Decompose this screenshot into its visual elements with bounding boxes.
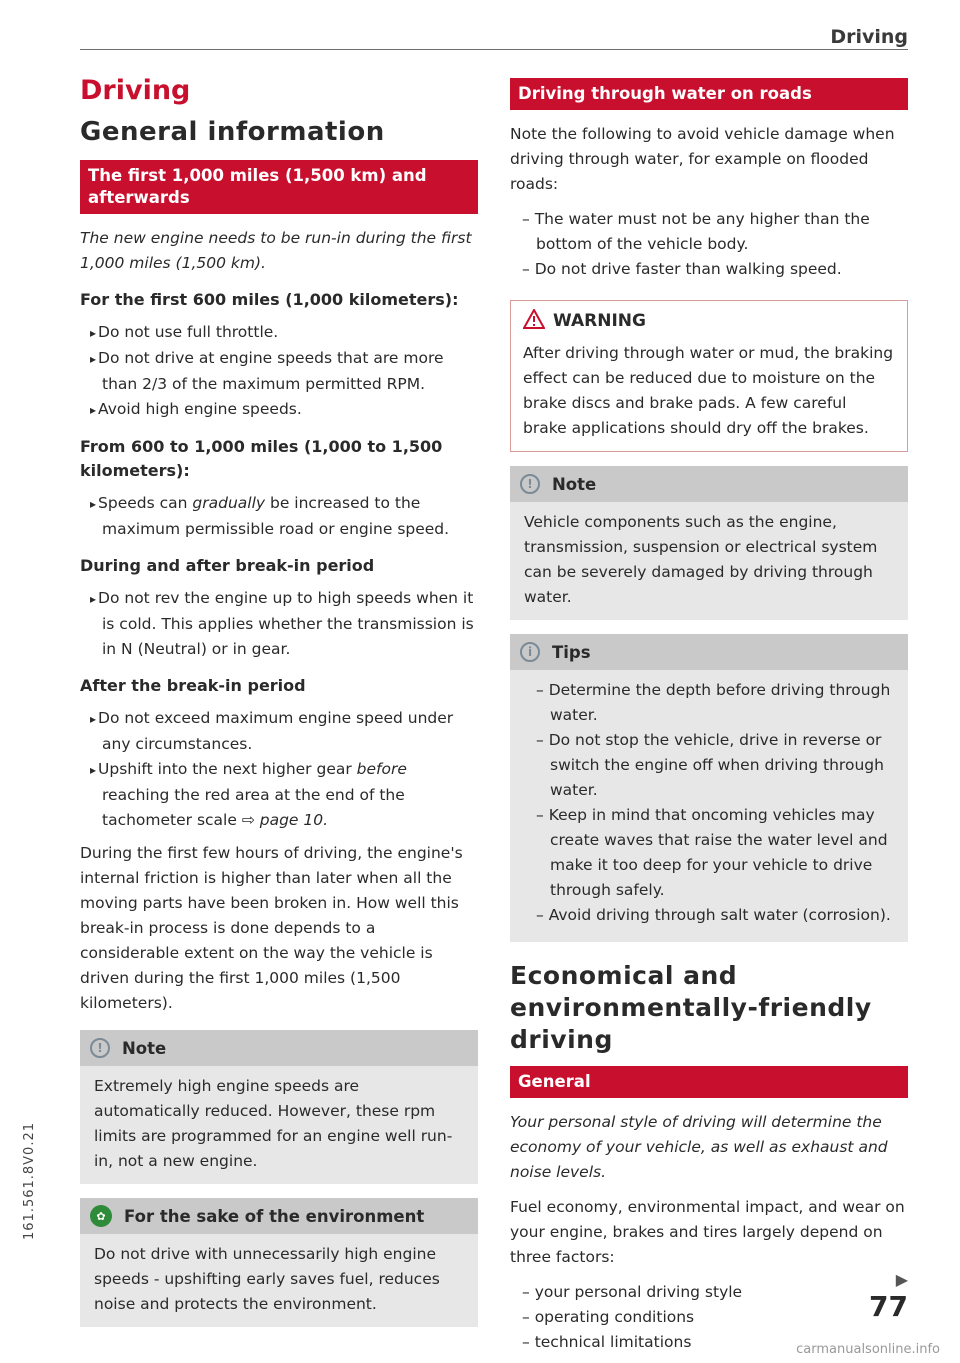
warning-title: WARNING (553, 311, 646, 331)
side-document-code: 161.561.8V0.21 (22, 1122, 37, 1240)
list-item: ▸ Do not exceed maximum engine speed under any circumstances. (80, 706, 478, 757)
breakin-heading: The first 1,000 miles (1,500 km) and afterwards (80, 160, 478, 214)
warning-triangle-icon (523, 309, 545, 334)
note-box-header (510, 466, 908, 502)
breakin-intro: The new engine needs to be run-in during the first 1,000 miles (1,500 km). (80, 229, 472, 272)
note-box-header (80, 1030, 478, 1066)
leaf-circle-icon: ✿ (90, 1205, 112, 1227)
list-item: ▸ Do not use full throttle. (80, 320, 478, 346)
list-item: ▸ Do not rev the engine up to high speeds when it is cold. This applies whether the transmission is in N (Neutral) or in gear. (80, 586, 478, 662)
general-intro: Your personal style of driving will determine the economy of your vehicle, as well as exhaust and noise levels. (510, 1113, 888, 1181)
list-first-600 (80, 320, 478, 423)
warning-box (510, 300, 908, 452)
warning-text: After driving through water or mud, the braking effect can be reduced due to moisture on the brake discs and brake pads. A few careful brake applications should dry off the brakes. (523, 344, 894, 437)
water-list (510, 207, 908, 282)
tips-title: Tips (552, 642, 591, 662)
list-item: ▸ Upshift into the next higher gear before reaching the red area at the end of the tachometer scale ⇨ page 10. (80, 757, 478, 833)
section-title-general: General information (80, 117, 385, 147)
list-item: – Do not stop the vehicle, drive in reverse or switch the engine off when driving through water. (524, 728, 896, 803)
list-item: – Determine the depth before driving through water. (524, 678, 896, 728)
list-item: – technical limitations (510, 1330, 908, 1355)
list-600-1000 (80, 491, 478, 542)
list-during-after (80, 586, 478, 662)
list-item: ▸ Avoid high engine speeds. (80, 397, 478, 423)
page-number: 77 (869, 1290, 908, 1323)
general-heading: General (510, 1066, 908, 1098)
list-item: – Do not drive faster than walking speed. (510, 257, 908, 282)
environment-text: Do not drive with unnecessarily high engine speeds - upshifting early saves fuel, reduces noise and protects the environment. (94, 1245, 440, 1313)
tips-list (524, 678, 896, 928)
chapter-title: Driving (80, 75, 191, 106)
tips-box (510, 634, 908, 942)
exclamation-circle-icon: ! (90, 1038, 110, 1058)
list-item: – The water must not be any higher than the bottom of the vehicle body. (510, 207, 908, 257)
note-text: Extremely high engine speeds are automatically reduced. However, these rpm limits are programmed for an engine well run-in, not a new engine. (94, 1077, 453, 1170)
left-column (80, 74, 478, 1341)
subhead-after-breakin: After the break-in period (80, 676, 306, 695)
list-after-breakin (80, 706, 478, 833)
right-column (510, 74, 908, 1363)
section-title-eco: Economical and environmentally-friendly driving (510, 961, 872, 1054)
note-box-right (510, 466, 908, 620)
environment-box-header (80, 1198, 478, 1234)
water-heading: Driving through water on roads (510, 78, 908, 110)
exclamation-circle-icon: ! (520, 474, 540, 494)
watermark: carmanualsonline.info (796, 1342, 940, 1357)
environment-box (80, 1198, 478, 1327)
list-item: ▸ Do not drive at engine speeds that are more than 2/3 of the maximum permitted RPM. (80, 346, 478, 397)
note-title: Note (122, 1038, 167, 1058)
note-title: Note (552, 474, 597, 494)
subhead-during-after: During and after break-in period (80, 556, 375, 575)
list-item: – Keep in mind that oncoming vehicles may create waves that raise the water level and make it too deep for your vehicle to drive through safely. (524, 803, 896, 903)
continue-arrow-icon: ▶ (895, 1270, 908, 1289)
list-item: – Avoid driving through salt water (corrosion). (524, 903, 896, 928)
breakin-paragraph: During the first few hours of driving, the engine's internal friction is higher than later when all the moving parts have been broken in. How well this break-in process is done depends to a considerable extent on the way the vehicle is driven during the first 1,000 miles (1,500 kilometers). (80, 844, 463, 1012)
list-item: ▸ Speeds can gradually be increased to the maximum permissible road or engine speed. (80, 491, 478, 542)
note-text: Vehicle components such as the engine, transmission, suspension or electrical system can be severely damaged by driving through water. (524, 513, 878, 606)
info-circle-icon: i (520, 642, 540, 662)
warning-header (523, 307, 895, 335)
water-intro: Note the following to avoid vehicle damage when driving through water, for example on flooded roads: (510, 125, 895, 193)
environment-title: For the sake of the environment (124, 1206, 425, 1226)
general-paragraph: Fuel economy, environmental impact, and wear on your engine, brakes and tires largely depend on three factors: (510, 1198, 905, 1266)
note-box-left (80, 1030, 478, 1184)
header-rule (80, 49, 908, 50)
running-header: Driving (830, 26, 908, 48)
page-reference-link[interactable]: ⇨ page 10. (241, 811, 329, 829)
list-item: – your personal driving style (510, 1280, 908, 1305)
subhead-600-1000: From 600 to 1,000 miles (1,000 to 1,500 kilometers): (80, 437, 443, 480)
tips-box-header (510, 634, 908, 670)
subhead-first-600: For the first 600 miles (1,000 kilometers): (80, 290, 459, 309)
list-item: – operating conditions (510, 1305, 908, 1330)
